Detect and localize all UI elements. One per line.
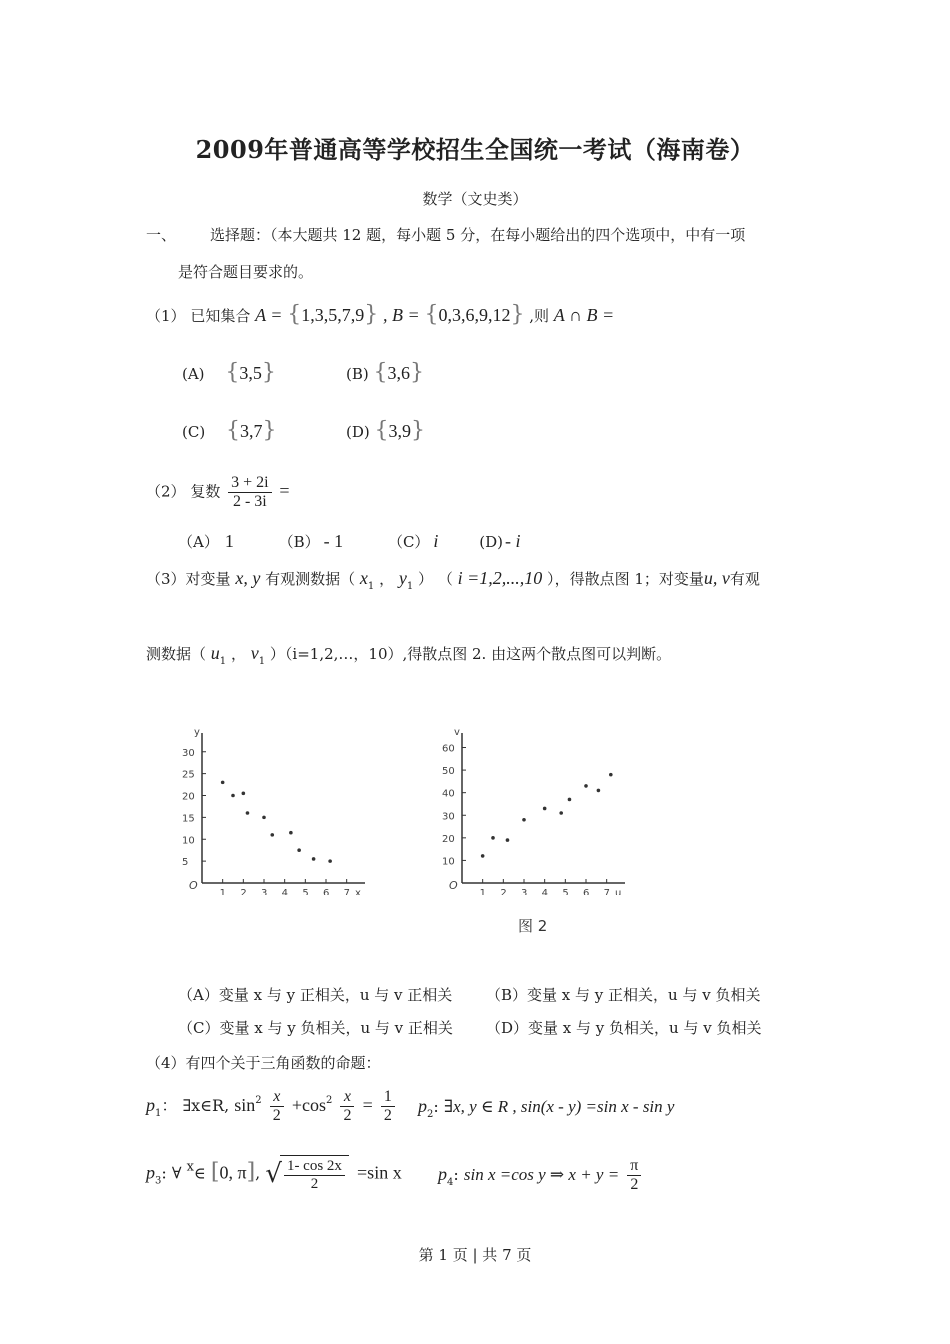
q4-p1-frac3-den: 2: [383, 1107, 392, 1124]
chart1-y-tick-label: 15: [182, 813, 195, 825]
q4-p4-name: p: [438, 1164, 447, 1184]
q1-option-b-value: 3,6: [387, 363, 411, 383]
q3-line2-a: 测数据（: [146, 645, 207, 663]
chart1-data-point: [231, 794, 235, 798]
chart1-data-point: [246, 811, 250, 815]
chart2-y-tick-label: 50: [442, 766, 455, 778]
q2-denominator: 2 - 3i: [232, 493, 267, 510]
chart2-data-point: [506, 838, 510, 842]
chart2-x-tick-label: 6: [583, 888, 590, 895]
q4-p1-cos-sq: 2: [326, 1095, 333, 1106]
q3-text3: ，得散点图 1；对变量: [554, 570, 704, 588]
chart2-y-tick-label: 20: [442, 833, 455, 845]
chart2-data-point: [609, 773, 613, 777]
q1-set-a-name: A =: [255, 305, 283, 325]
chart1-y-tick-label: 20: [182, 791, 195, 803]
chart2-x-tick-label: 3: [521, 888, 528, 895]
q3-option-b: （B）变量 x 与 y 正相关，u 与 v 负相关: [486, 986, 761, 1004]
q4-p3-rhs: =sin x: [357, 1162, 402, 1183]
chart1-data-point: [297, 848, 301, 852]
chart1-x-tick-label: 6: [323, 888, 330, 895]
page-footer: 第 1 页 | 共 7 页: [418, 1246, 532, 1264]
page-subtitle: 数学（文史类）: [422, 190, 528, 208]
q4-p1-frac1-num: x: [270, 1088, 284, 1107]
q4-p3-colon: :: [161, 1163, 167, 1183]
chart1-y-tick-label: 30: [182, 747, 195, 759]
q3-u1-sub: 1: [219, 656, 227, 667]
q1-then: ,则: [529, 307, 550, 325]
section-number: 一、: [146, 226, 177, 244]
q4-p3-rad-num: 1- cos 2x: [284, 1158, 345, 1176]
chart2-y-tick-label: 60: [442, 743, 455, 755]
q3-text1: 对变量: [185, 570, 231, 588]
q4-p1: [146, 1088, 398, 1125]
q1-brace-close-icon: }: [410, 360, 425, 385]
chart1-data-point: [289, 831, 293, 835]
chart2-x-tick-label: 7: [603, 888, 611, 895]
q3-u1: u: [210, 643, 220, 663]
chart1-x-tick-label: 3: [261, 888, 268, 895]
q1-brace-open-icon: {: [225, 360, 240, 385]
q4-p3-interval: 0, π: [219, 1162, 247, 1183]
q1-brace-close-icon: }: [261, 360, 276, 385]
chart2-origin-label: O: [449, 879, 458, 892]
chart1-origin-label: O: [189, 879, 198, 892]
q2-option-c-value: i: [433, 531, 439, 551]
q4-p1-frac2-num: x: [340, 1088, 354, 1107]
q4-p4-colon: :: [453, 1165, 459, 1184]
chart1-x-label: x: [355, 888, 361, 895]
scatter-plot-1: [180, 725, 380, 895]
q2-option-d-label: (D): [479, 533, 503, 551]
q1-brace-close-icon: }: [510, 302, 525, 327]
q4-p4-frac: [627, 1157, 641, 1194]
figure-2-caption: 图 2: [518, 917, 548, 935]
q4-p3-name: p: [146, 1162, 155, 1183]
q3-option-c: （C）变量 x 与 y 负相关，u 与 v 正相关: [178, 1019, 453, 1037]
q2-row: [146, 474, 290, 511]
chart2-x-tick-label: 1: [479, 888, 487, 895]
q1-option-d-label: (D): [346, 423, 370, 441]
q3-vars-uv: u, v: [703, 568, 730, 588]
q4-p3-radical: [280, 1155, 349, 1193]
q2-options: [178, 531, 520, 552]
q4-p1-frac3: [381, 1088, 395, 1125]
q2-option-c-label: （C）: [387, 533, 430, 551]
q2-option-d-value: - i: [504, 531, 521, 551]
q1-label: （1）: [146, 307, 186, 325]
q1-option-c-label: (C): [182, 423, 206, 441]
chart1-y-tick-label: 10: [182, 835, 195, 847]
q4-p3-bracket-close-icon: ]: [246, 1159, 256, 1185]
q4-p1-exists: ∃x∈R,: [182, 1096, 230, 1115]
q4-p3-sqrt-icon: √: [265, 1159, 282, 1189]
q4-p3-in: ∈: [193, 1163, 206, 1183]
q4-p4-den: 2: [630, 1176, 639, 1193]
chart2-data-point: [522, 818, 526, 822]
q3-line2-b: ）（i=1,2,…，10）,得散点图 2. 由这两个散点图可以判断。: [269, 645, 672, 663]
q4-p2-body: ∃x, y ∈ R , sin(x - y) =sin x - sin y: [443, 1097, 675, 1116]
q1-ask: A ∩ B =: [553, 305, 615, 325]
q2-option-b-value: - 1: [323, 531, 344, 551]
q3-option-d: （D）变量 x 与 y 负相关，u 与 v 负相关: [486, 1019, 762, 1037]
q1-row: [146, 302, 614, 327]
chart1-data-point: [312, 857, 316, 861]
chart1-data-point: [221, 781, 225, 785]
q1-brace-close-icon: }: [411, 418, 426, 443]
chart1-data-point: [262, 816, 266, 820]
q4-p3-rad-den: 2: [310, 1176, 319, 1192]
q1-option-a: [182, 360, 276, 385]
q1-brace-open-icon: {: [424, 302, 439, 327]
q1-set-a: 1,3,5,7,9: [301, 305, 365, 325]
q1-option-a-label: (A): [182, 365, 205, 383]
q2-eq: =: [279, 480, 290, 501]
q4-p1-sin-sq: 2: [255, 1095, 262, 1106]
q3-label: （3）: [146, 570, 186, 588]
q2-label: （2）: [146, 482, 186, 501]
q4-p3-comma: ,: [255, 1163, 261, 1183]
chart1-y-label: y: [194, 727, 200, 738]
q1-brace-close-icon: }: [364, 302, 379, 327]
q4-p4-sub: 4: [447, 1177, 454, 1188]
q3-text4: 有观: [729, 570, 760, 588]
q3-v1-sub: 1: [258, 656, 266, 667]
chart2-x-label: u: [615, 888, 622, 895]
q4-p1-frac2-den: 2: [343, 1107, 352, 1124]
chart2-data-point: [559, 811, 563, 815]
q4-p1-sub: 1: [155, 1108, 162, 1119]
q4-p3-forall: ∀: [171, 1163, 182, 1183]
q1-brace-open-icon: {: [225, 418, 240, 443]
q3-text2: 有观测数据（: [265, 570, 356, 588]
q3-v1: v: [250, 643, 259, 663]
q2-numerator: 3 + 2i: [228, 474, 271, 493]
q4-p1-frac1: [270, 1088, 284, 1125]
page-title: 2009年普通高等学校招生全国统一考试（海南卷）: [195, 135, 755, 164]
q3-open2: （: [437, 570, 453, 588]
q3-y1: y: [398, 568, 407, 588]
q4-p1-name: p: [146, 1095, 155, 1115]
q4-p3-bracket-open-icon: [: [210, 1159, 220, 1185]
chart2-data-point: [568, 798, 572, 802]
chart1-data-point: [270, 833, 274, 837]
chart2-x-tick-label: 5: [562, 888, 569, 895]
chart2-y-label: v: [454, 727, 460, 738]
q1-stem: 已知集合: [190, 307, 251, 325]
q3-vars-xy: x, y: [235, 568, 261, 588]
section-heading-cont: 是符合题目要求的。: [178, 263, 314, 281]
q3-option-a: （A）变量 x 与 y 正相关，u 与 v 正相关: [178, 986, 453, 1004]
q3-line1: [146, 568, 760, 592]
q3-close2: ）: [547, 570, 555, 588]
chart2-y-tick-label: 30: [442, 811, 455, 823]
q4-p1-frac2: [340, 1088, 354, 1125]
section-heading: 选择题：（本大题共 12 题，每小题 5 分，在每小题给出的四个选项中，中有一项: [210, 226, 746, 244]
q4-p4: [438, 1157, 644, 1194]
q3-comma: ，: [379, 570, 395, 588]
q4-p1-frac1-den: 2: [272, 1107, 281, 1124]
q4-p1-cos: +cos: [291, 1095, 326, 1115]
q1-option-c-value: 3,7: [239, 421, 263, 441]
q4-p2: [418, 1096, 674, 1120]
q4-p3: [146, 1155, 402, 1193]
q1-brace-open-icon: {: [374, 418, 389, 443]
q3-x1-sub: 1: [367, 581, 375, 592]
chart2-x-tick-label: 4: [541, 888, 549, 895]
q3-comma2: ，: [230, 645, 246, 663]
q2-option-b-label: （B）: [278, 533, 320, 551]
q1-option-a-value: 3,5: [239, 363, 262, 383]
q4-stem: 有四个关于三角函数的命题：: [185, 1054, 381, 1072]
q3-index: i =1,2,...,10: [457, 568, 543, 588]
q1-brace-close-icon: }: [262, 418, 277, 443]
q1-option-c: [182, 418, 276, 443]
q3-y1-sub: 1: [406, 581, 414, 592]
chart2-data-point: [481, 854, 485, 858]
q2-stem: 复数: [190, 482, 221, 501]
q2-fraction: [228, 474, 271, 511]
chart2-data-point: [584, 784, 588, 788]
q4-p2-name: p: [418, 1096, 427, 1116]
q1-option-b: [346, 360, 424, 385]
chart1-data-point: [242, 792, 246, 796]
q3-close: ）: [418, 570, 434, 588]
chart1-x-tick-label: 5: [302, 888, 309, 895]
q4-p1-colon: ：: [161, 1096, 178, 1115]
q1-option-d: [346, 418, 425, 443]
q2-option-a-value: 1: [224, 531, 234, 551]
q4-p4-body: sin x =cos y ⇒ x + y =: [463, 1165, 620, 1184]
q4-row: [146, 1052, 381, 1073]
q4-p3-x: x: [186, 1159, 194, 1175]
q2-option-a-label: （A）: [178, 533, 219, 551]
q4-p3-sub: 3: [155, 1175, 162, 1187]
chart1-x-tick-label: 2: [240, 888, 247, 895]
chart2-y-tick-label: 10: [442, 856, 455, 868]
q4-p1-frac3-num: 1: [381, 1088, 395, 1107]
q4-label: （4）: [146, 1054, 186, 1072]
chart2-x-tick-label: 2: [500, 888, 507, 895]
q3-x1: x: [359, 568, 368, 588]
q3-line2: [146, 643, 671, 667]
chart1-x-tick-label: 7: [343, 888, 351, 895]
chart2-y-tick-label: 40: [442, 788, 455, 800]
q4-p2-colon: :: [433, 1097, 439, 1116]
scatter-plot-2: [440, 725, 640, 895]
q4-p1-eq: =: [362, 1095, 373, 1115]
chart1-y-tick-label: 25: [182, 769, 195, 781]
chart2-data-point: [597, 789, 601, 793]
q1-brace-open-icon: {: [373, 360, 388, 385]
q1-option-d-value: 3,9: [388, 421, 412, 441]
chart1-y-tick-label: 5: [182, 857, 189, 869]
q1-option-b-label: (B): [346, 365, 369, 383]
chart1-x-tick-label: 1: [219, 888, 227, 895]
q4-p2-sub: 2: [427, 1109, 434, 1120]
q1-brace-open-icon: {: [287, 302, 302, 327]
chart1-data-point: [328, 859, 332, 863]
q4-p4-num: π: [627, 1157, 641, 1176]
q1-set-b-name: , B =: [383, 305, 420, 325]
q4-p1-sin: sin: [234, 1095, 256, 1115]
chart2-data-point: [543, 807, 547, 811]
chart2-data-point: [491, 836, 495, 840]
chart1-x-tick-label: 4: [281, 888, 289, 895]
q1-set-b: 0,3,6,9,12: [438, 305, 511, 325]
